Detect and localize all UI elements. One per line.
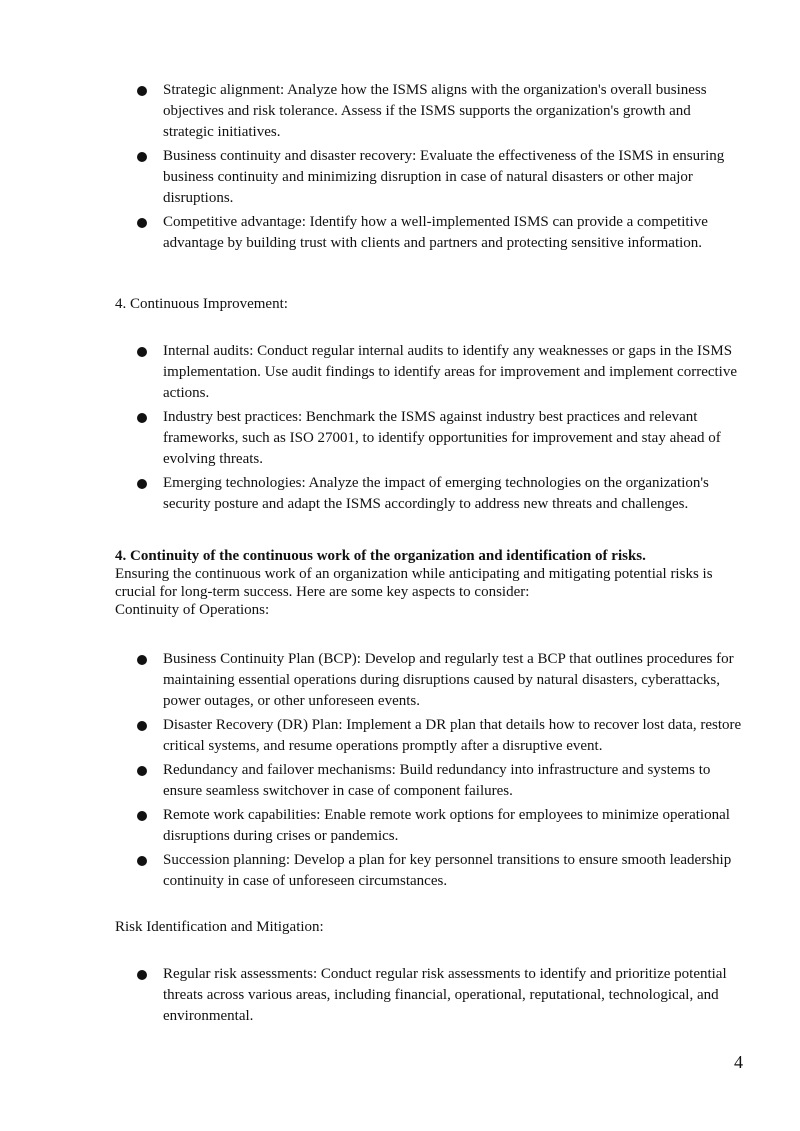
list-item: Industry best practices: Benchmark the ISMS against industry best practices and relevant frameworks, such as ISO 27001, to identify opportunities for improvement and stay ahead of evolving threats. xyxy=(0,407,800,470)
list-item: Internal audits: Conduct regular internal audits to identify any weaknesses or gaps in the ISMS implementation. Use audit findings to identify areas for improvement and implement corrective actions. xyxy=(0,341,800,404)
list-item: Regular risk assessments: Conduct regular risk assessments to identify and prioritize potential threats across various areas, including financial, operational, reputational, technological, and environmental. xyxy=(0,964,800,1027)
list-item: Strategic alignment: Analyze how the ISMS aligns with the organization's overall business objectives and risk tolerance. Assess if the ISMS supports the organization's growth and strategic initiatives. xyxy=(0,80,800,143)
section-intro: Ensuring the continuous work of an organization while anticipating and mitigating potential risks is crucial for long-term success. Here are some key aspects to consider: xyxy=(115,566,713,600)
bullet-icon xyxy=(137,856,147,866)
bullet-icon xyxy=(137,721,147,731)
continuous-improvement-heading: 4. Continuous Improvement: xyxy=(115,296,288,312)
bullet-icon xyxy=(137,413,147,423)
bullet-icon xyxy=(137,479,147,489)
list-item: Redundancy and failover mechanisms: Build redundancy into infrastructure and systems to ensure seamless switchover in case of component failures. xyxy=(0,760,800,802)
bullet-icon xyxy=(137,655,147,665)
list-item: Remote work capabilities: Enable remote work options for employees to minimize operational disruptions during crises or pandemics. xyxy=(0,805,800,847)
list-item: Disaster Recovery (DR) Plan: Implement a DR plan that details how to recover lost data, restore critical systems, and resume operations promptly after a disruptive event. xyxy=(0,715,800,757)
list-item: Emerging technologies: Analyze the impact of emerging technologies on the organization's security posture and adapt the ISMS accordingly to address new threats and challenges. xyxy=(0,473,800,515)
bullet-icon xyxy=(137,811,147,821)
bullet-icon xyxy=(137,86,147,96)
strategic-list xyxy=(0,80,800,257)
bullet-icon xyxy=(137,766,147,776)
page-number: 4 xyxy=(734,1052,743,1072)
continuous-improvement-list xyxy=(0,341,800,518)
continuity-section xyxy=(115,547,755,619)
list-item: Succession planning: Develop a plan for key personnel transitions to ensure smooth leadership continuity in case of unforeseen circumstances. xyxy=(0,850,800,892)
risk-identification-heading: Risk Identification and Mitigation: xyxy=(115,919,324,935)
section-heading: 4. Continuity of the continuous work of the organization and identification of risks. xyxy=(115,548,646,564)
continuity-of-operations-list xyxy=(0,649,800,895)
bullet-icon xyxy=(137,218,147,228)
risk-identification-list xyxy=(0,964,800,1030)
bullet-icon xyxy=(137,970,147,980)
continuity-subheading: Continuity of Operations: xyxy=(115,602,270,618)
bullet-icon xyxy=(137,152,147,162)
list-item: Business Continuity Plan (BCP): Develop and regularly test a BCP that outlines procedures for maintaining essential operations during disruptions caused by natural disasters, cyberattacks, power outages, or other unforeseen events. xyxy=(0,649,800,712)
list-item: Business continuity and disaster recovery: Evaluate the effectiveness of the ISMS in ensuring business continuity and minimizing disruption in case of natural disasters or other major disruptions. xyxy=(0,146,800,209)
bullet-icon xyxy=(137,347,147,357)
list-item: Competitive advantage: Identify how a well-implemented ISMS can provide a competitive advantage by building trust with clients and partners and protecting sensitive information. xyxy=(0,212,800,254)
